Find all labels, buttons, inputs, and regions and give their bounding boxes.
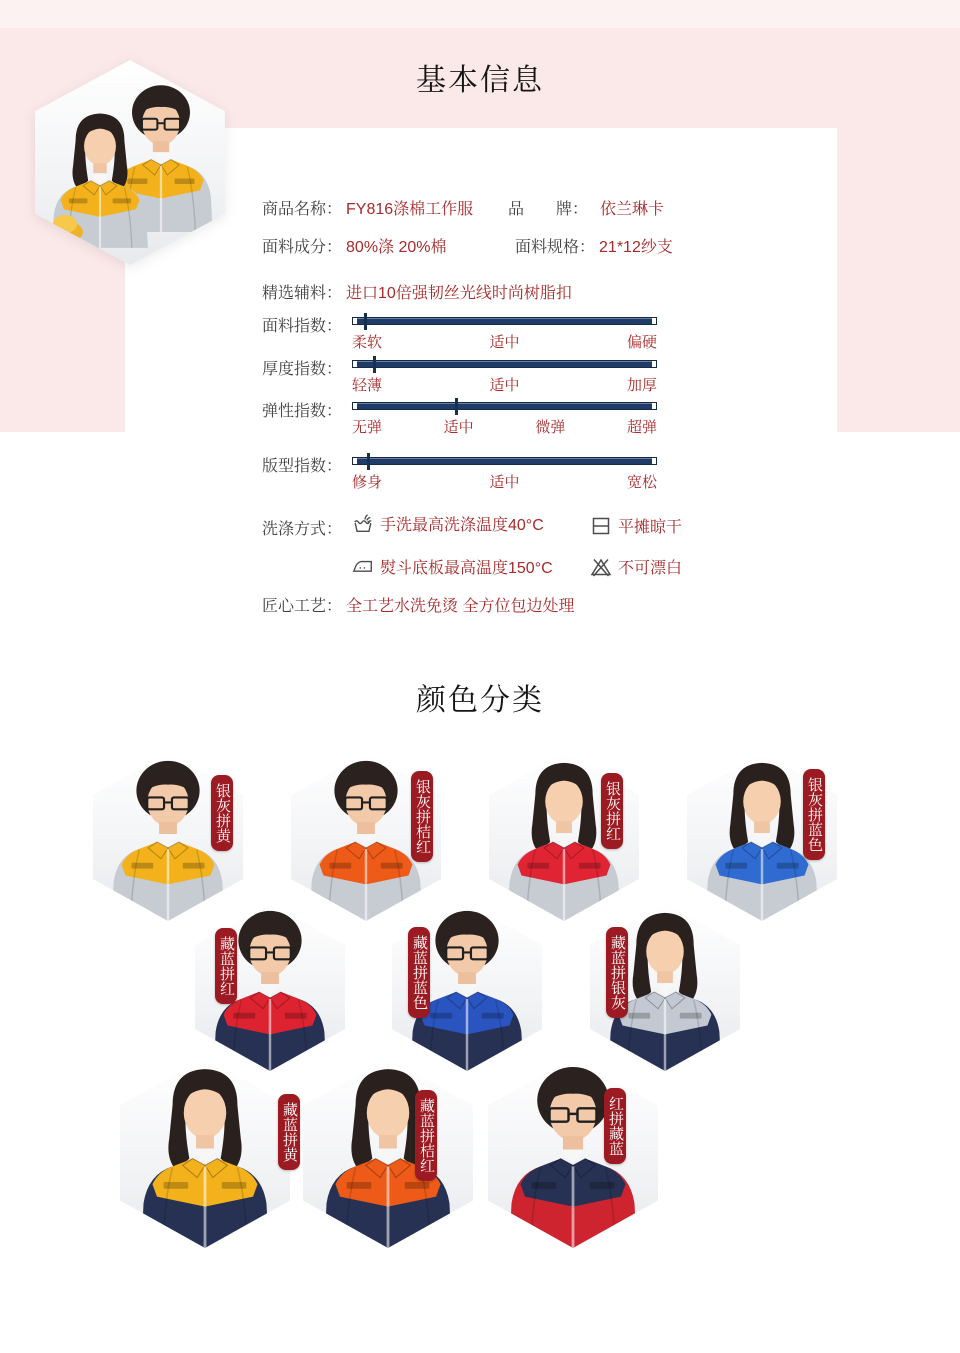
- color-label: 藏蓝拼黄: [278, 1094, 300, 1170]
- slider-thumb: [455, 398, 458, 415]
- slider-label: 弹性指数：: [262, 403, 343, 420]
- slider-label: 版型指数：: [262, 458, 343, 475]
- color-hex-7[interactable]: [590, 903, 740, 1071]
- accessories-row: [262, 280, 572, 303]
- washing-row: [262, 516, 342, 539]
- basic-info-title: 基本信息: [416, 64, 544, 97]
- fabric-spec-row: [515, 234, 673, 257]
- fabric-composition-label: 面料成分：: [262, 239, 343, 256]
- flat-dry-icon: [590, 515, 612, 537]
- washing-item: [590, 555, 682, 578]
- color-hex-2[interactable]: [291, 753, 441, 921]
- color-hex-5[interactable]: [195, 903, 345, 1071]
- top-strip: [0, 0, 960, 28]
- slider-tick: 轻薄: [352, 377, 383, 394]
- color-label: 银灰拼桔红: [411, 771, 433, 862]
- slider-label: 面料指数：: [262, 318, 343, 335]
- model-photo: [120, 1058, 290, 1248]
- slider-tick: 适中: [489, 474, 520, 491]
- slider-ticks: [352, 374, 657, 395]
- brand-label: 品 牌：: [508, 201, 589, 218]
- slider-ticks: [352, 471, 657, 492]
- color-hex-4[interactable]: [687, 753, 837, 921]
- fabric-composition-row: [262, 234, 447, 257]
- slider-track: [352, 317, 657, 325]
- slider-thumb: [367, 453, 370, 470]
- brand-row: [508, 196, 664, 219]
- product-name-value: FY816涤棉工作服: [346, 201, 474, 218]
- slider-fit: [262, 453, 662, 491]
- slider-tick: 适中: [489, 377, 520, 394]
- color-label: 银灰拼蓝色: [803, 769, 825, 860]
- slider-tick: 微弹: [535, 419, 566, 436]
- color-label: 藏蓝拼桔红: [415, 1090, 437, 1181]
- slider-thickness: [262, 356, 662, 394]
- craft-value: 全工艺水洗免烫 全方位包边处理: [346, 598, 575, 615]
- color-hex-1[interactable]: [93, 753, 243, 921]
- product-photo-hex: [35, 60, 225, 265]
- slider-tick: 宽松: [626, 474, 657, 491]
- model-photo: [488, 1058, 658, 1248]
- color-hex-3[interactable]: [489, 753, 639, 921]
- color-hex-9[interactable]: [303, 1058, 473, 1248]
- slider-ticks: [352, 416, 657, 437]
- washing-item: [352, 512, 544, 535]
- accessories-value: 进口10倍强韧丝光线时尚树脂扣: [346, 285, 572, 302]
- no-bleach-icon: [590, 556, 612, 578]
- color-hex-6[interactable]: [392, 903, 542, 1071]
- color-section-title: 颜色分类: [416, 684, 544, 717]
- color-label: 藏蓝拼银灰: [606, 927, 628, 1018]
- washing-items: [352, 512, 822, 582]
- color-label: 银灰拼红: [601, 773, 623, 849]
- slider-tick: 偏硬: [626, 334, 657, 351]
- washing-item-text: 熨斗底板最高温度150°C: [380, 560, 553, 577]
- slider-track: [352, 402, 657, 410]
- color-label: 红拼藏蓝: [604, 1088, 626, 1164]
- slider-elasticity: [262, 398, 662, 436]
- slider-tick: 适中: [489, 334, 520, 351]
- slider-tick: 修身: [352, 474, 383, 491]
- slider-ticks: [352, 331, 657, 352]
- washing-item-text: 手洗最高洗涤温度40°C: [380, 517, 544, 534]
- slider-tick: 柔软: [352, 334, 383, 351]
- brand-value: 依兰琳卡: [600, 201, 665, 218]
- slider-thumb: [364, 313, 367, 330]
- color-hex-10[interactable]: [488, 1058, 658, 1248]
- slider-label: 厚度指数：: [262, 361, 343, 378]
- hand-wash-icon: [352, 513, 374, 535]
- slider-fabric: [262, 313, 662, 351]
- slider-tick: 适中: [443, 419, 474, 436]
- fabric-composition-value: 80%涤 20%棉: [346, 239, 447, 256]
- slider-tick: 加厚: [626, 377, 657, 394]
- accessories-label: 精选辅料：: [262, 285, 343, 302]
- product-name-row: [262, 196, 473, 219]
- color-label: 藏蓝拼红: [215, 928, 237, 1004]
- product-name-label: 商品名称：: [262, 201, 343, 218]
- washing-item-text: 平摊晾干: [618, 519, 683, 536]
- slider-tick: 无弹: [352, 419, 383, 436]
- model-photo: [303, 1058, 473, 1248]
- color-label: 银灰拼黄: [211, 775, 233, 851]
- color-label: 藏蓝拼蓝色: [408, 927, 430, 1018]
- washing-item: [590, 514, 682, 537]
- slider-thumb: [373, 356, 376, 373]
- color-hex-8[interactable]: [120, 1058, 298, 1248]
- slider-track: [352, 457, 657, 465]
- washing-item: [352, 555, 553, 578]
- iron-icon: [352, 556, 374, 578]
- slider-track: [352, 360, 657, 368]
- washing-item-text: 不可漂白: [618, 560, 683, 577]
- craft-row: [262, 593, 574, 616]
- craft-label: 匠心工艺：: [262, 598, 343, 615]
- basic-info-card: [125, 128, 837, 648]
- product-photo: [35, 60, 225, 265]
- slider-tick: 超弹: [626, 419, 657, 436]
- fabric-spec-label: 面料规格：: [515, 239, 596, 256]
- fabric-spec-value: 21*12纱支: [599, 239, 673, 256]
- washing-label: 洗涤方式：: [262, 521, 343, 538]
